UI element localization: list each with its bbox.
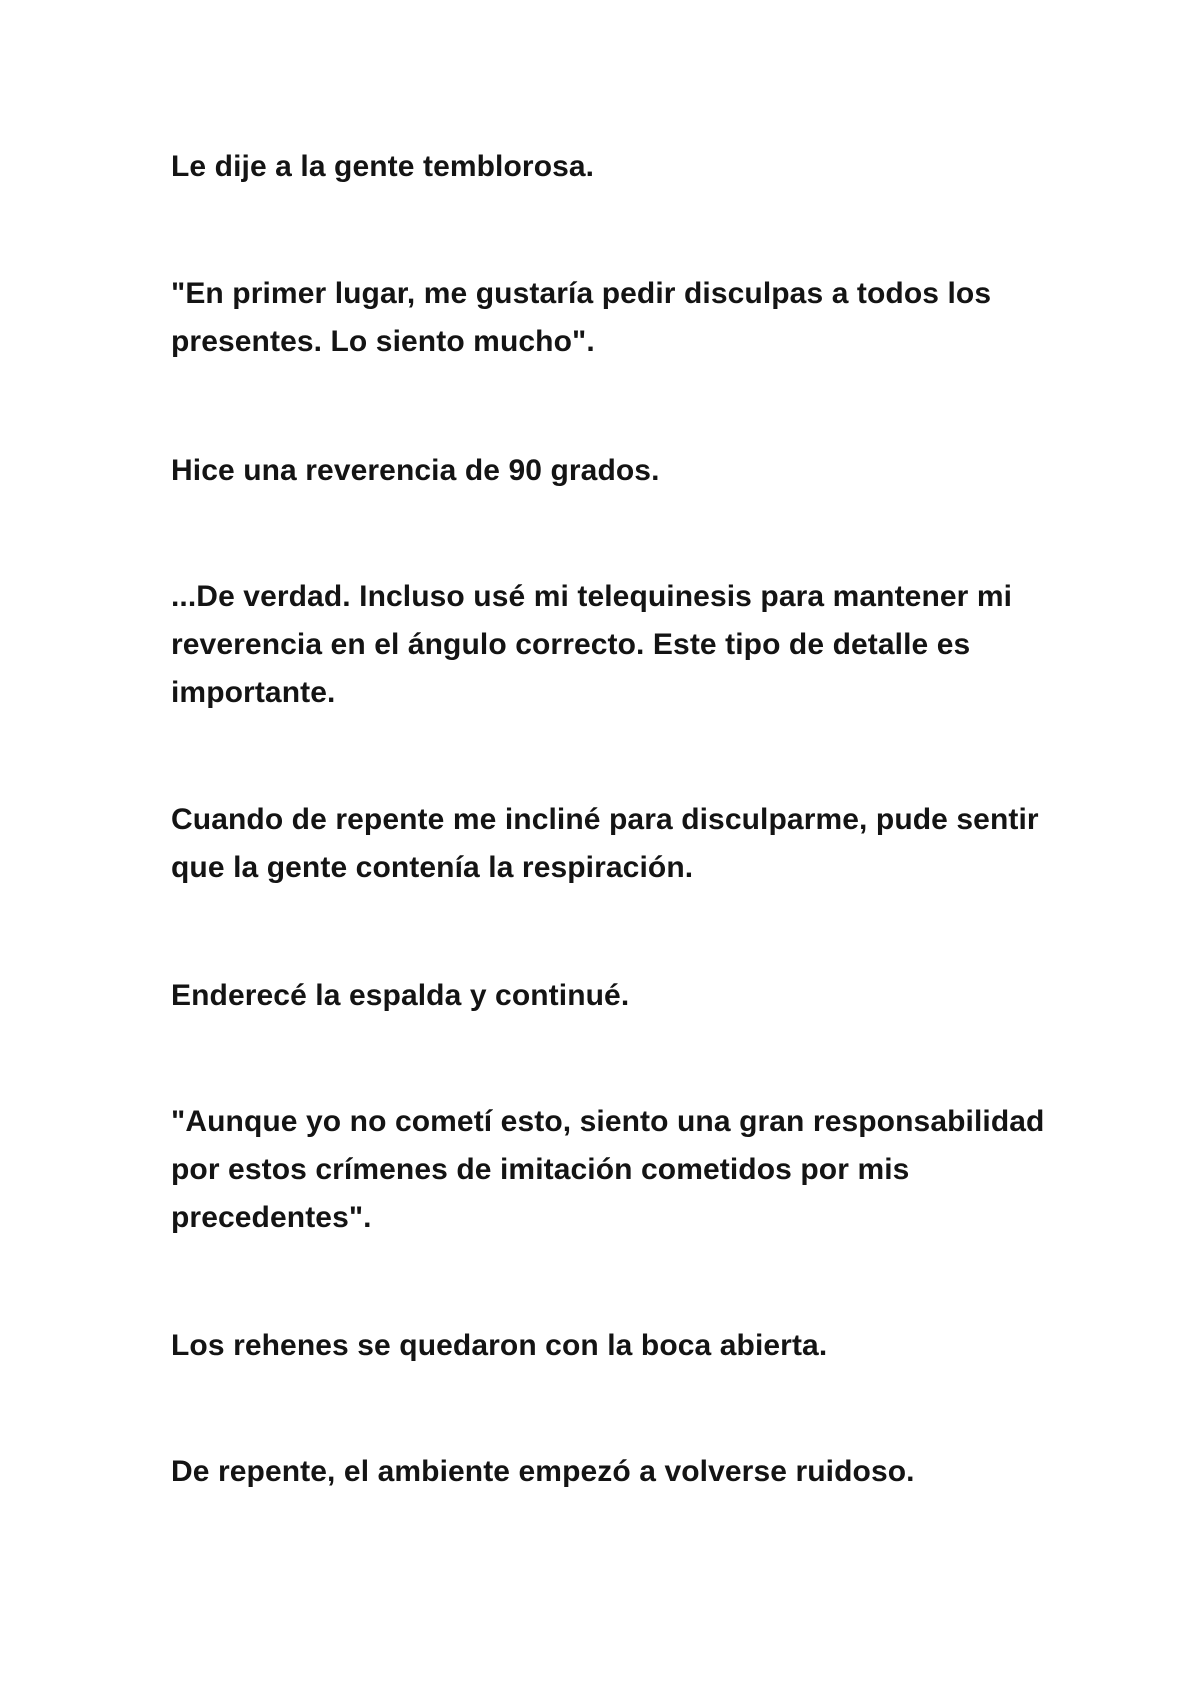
paragraph: Cuando de repente me incliné para disculparme, pude sentir que la gente contenía la respiración. bbox=[171, 803, 1039, 884]
paragraph: ...De verdad. Incluso usé mi telequinesis para mantener mi reverencia en el ángulo correcto. Este tipo de detalle es importante. bbox=[171, 580, 1013, 709]
paragraph: Le dije a la gente temblorosa. bbox=[171, 150, 595, 183]
paragraph: "En primer lugar, me gustaría pedir disculpas a todos los presentes. Lo siento mucho". bbox=[171, 277, 992, 358]
paragraph: Enderecé la espalda y continué. bbox=[171, 979, 630, 1012]
paragraph: Hice una reverencia de 90 grados. bbox=[171, 454, 660, 487]
paragraph: "Aunque yo no cometí esto, siento una gran responsabilidad por estos crímenes de imitación cometidos por mis precedentes". bbox=[171, 1105, 1045, 1234]
paragraph: De repente, el ambiente empezó a volverse ruidoso. bbox=[171, 1455, 915, 1488]
paragraph: Los rehenes se quedaron con la boca abierta. bbox=[171, 1329, 828, 1362]
